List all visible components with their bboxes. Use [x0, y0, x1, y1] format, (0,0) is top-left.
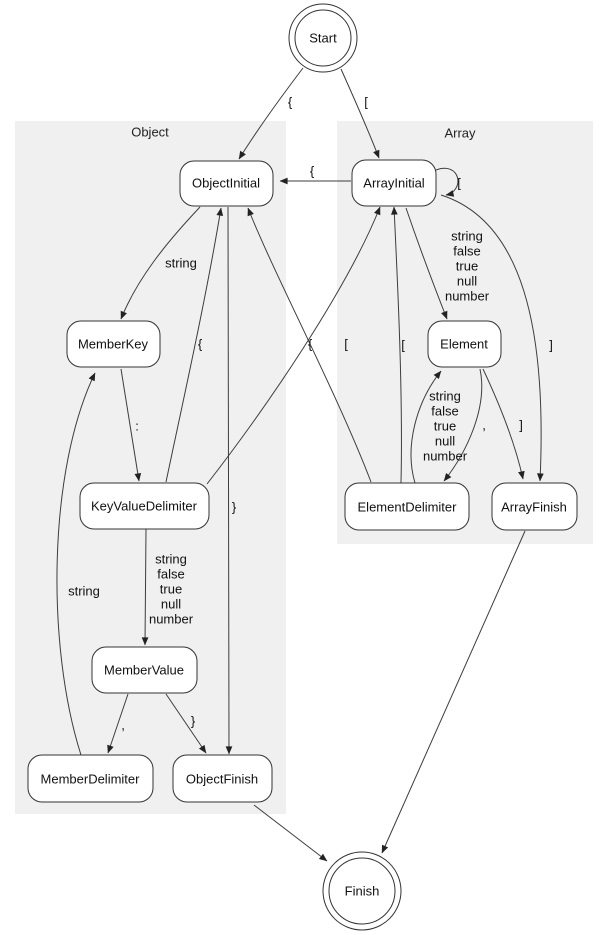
- arrayinitial-node-label: ArrayInitial: [363, 175, 425, 191]
- arrayfinish-node: [492, 483, 577, 530]
- objectfinish-node: [173, 755, 272, 802]
- edge-arrayfinish-finish: [382, 531, 525, 853]
- edge-label-elementdelimiter-element: string false true null number: [422, 388, 468, 464]
- edge-label-keyvaluedelimiter-membervalue: string false true null number: [148, 551, 194, 627]
- arrayfinish-node-label: ArrayFinish: [501, 499, 567, 515]
- elementdelimiter-node-label: ElementDelimiter: [357, 499, 457, 515]
- objectinitial-node: [180, 161, 273, 206]
- membervalue-node-label: MemberValue: [104, 662, 184, 678]
- edge-label-element-elementdelimiter: ,: [482, 417, 486, 433]
- memberdelimiter-node-label: MemberDelimiter: [40, 771, 140, 787]
- edge-label-element-arrayfinish: ]: [519, 417, 523, 433]
- edge-label-arrayinitial-objectinitial: {: [309, 163, 315, 179]
- finish-node-label: Finish: [344, 883, 380, 899]
- element-node-label: Element: [440, 336, 488, 352]
- edge-label-elementdelimiter-arrayinitial: [: [401, 337, 405, 353]
- edge-objectfinish-finish: [254, 805, 327, 861]
- start-node-inner-circle: [295, 10, 351, 66]
- keyvaluedelimiter-node: [80, 483, 209, 529]
- arrayinitial-node: [352, 160, 436, 206]
- element-node: [428, 321, 501, 367]
- edge-label-start-arrayinitial: [: [364, 94, 368, 110]
- memberdelimiter-node: [28, 755, 153, 802]
- start-node-label: Start: [309, 30, 337, 46]
- edge-label-arrayinitial-element: string false true null number: [444, 228, 490, 304]
- edge-label-start-objectinitial: {: [287, 94, 293, 110]
- edge-label-membervalue-objectfinish: }: [190, 713, 196, 729]
- objectinitial-node-label: ObjectInitial: [192, 175, 260, 191]
- edge-label-memberdelimiter-memberkey: string: [68, 583, 100, 599]
- edge-label-memberkey-keyvaluedelimiter: :: [135, 418, 139, 434]
- memberkey-node-label: MemberKey: [77, 336, 149, 352]
- elementdelimiter-node: [345, 483, 469, 530]
- edge-label-objectinitial-memberkey: string: [165, 255, 197, 271]
- object-cluster-background: [15, 121, 286, 814]
- memberkey-node: [67, 321, 160, 367]
- edge-label-keyvaluedelimiter-objectinitial: {: [197, 336, 203, 352]
- edge-label-elementdelimiter-objectinitial: {: [307, 336, 313, 352]
- edge-label-objectinitial-objectfinish: }: [231, 499, 237, 515]
- edge-label-arrayinitial-selfloop: [: [457, 175, 461, 191]
- finish-node-inner-circle: [329, 858, 395, 924]
- object-cluster-title: Object: [131, 124, 169, 140]
- objectfinish-node-label: ObjectFinish: [185, 771, 259, 787]
- edge-label-keyvaluedelimiter-arrayinitial: [: [344, 336, 348, 352]
- keyvaluedelimiter-node-label: KeyValueDelimiter: [91, 498, 197, 514]
- array-cluster-title: Array: [444, 125, 476, 141]
- membervalue-node: [92, 647, 197, 693]
- edge-label-membervalue-memberdelimiter: ,: [121, 717, 125, 733]
- edge-label-arrayinitial-arrayfinish: ]: [549, 337, 553, 353]
